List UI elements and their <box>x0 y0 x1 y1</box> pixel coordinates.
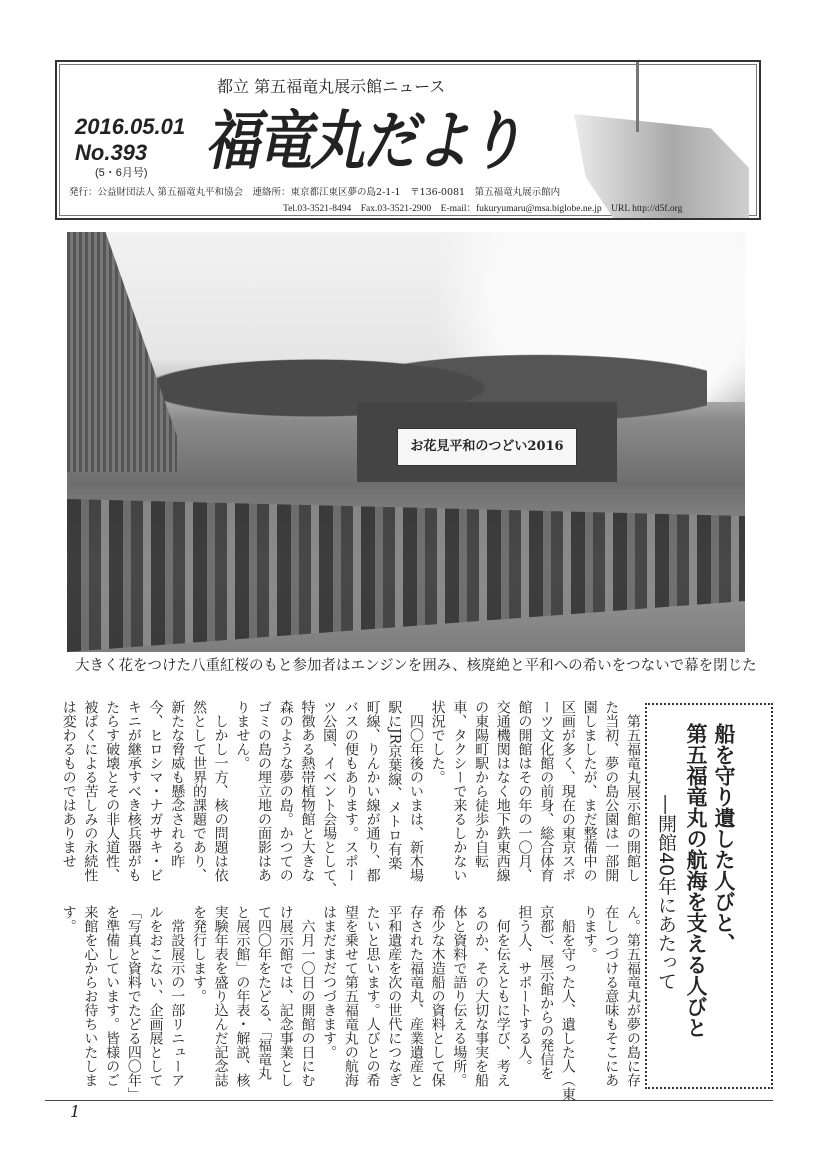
event-photo <box>67 232 745 652</box>
contact-info: Tel.03-3521-8494 Fax.03-3521-2900 E-mail：fukuryumaru@msa.biglobe.ne.jp URL http://d5f.org <box>283 204 683 214</box>
body-text-line: 町線、りんかい線が通り、都 <box>364 700 381 882</box>
body-text-line: 常設展示の一部リニューア <box>169 905 186 1087</box>
body-text-line: るのか、その大切な事実を船 <box>473 905 490 1087</box>
crowd <box>67 482 745 652</box>
page-number: 1 <box>70 1102 81 1121</box>
body-text-line: て四〇年をたどる、「福竜丸 <box>256 905 273 1080</box>
body-text-line: 被ばくによる苦しみの永続性 <box>82 700 99 882</box>
body-text-line: を準備しています。皆様のご <box>104 905 121 1087</box>
article-headline: 船を守り遺した人びと、 <box>712 723 736 954</box>
body-text-line: 希少な木造船の資料として保 <box>429 905 446 1087</box>
photo-caption: 大きく花をつけた八重紅桜のもと参加者はエンジンを囲み、核廃絶と平和への希いをつないで幕を閉じた <box>75 658 757 674</box>
body-text-line: 状況でした。 <box>429 700 446 784</box>
body-text-line: た当初、夢の島公園は一部開 <box>603 700 620 882</box>
body-text-line: たらす破壊とその非人道性、 <box>104 700 121 882</box>
newsletter-title: 福竜丸だより <box>205 104 522 179</box>
body-text-line: ーツ文化館の前身、総合体育 <box>538 700 555 882</box>
body-text-line: 存された福竜丸、産業遺産と <box>407 905 424 1087</box>
body-text-line: 園しましたが、まだ整備中の <box>581 700 598 882</box>
body-text-line: キニが継承すべき核兵器がも <box>125 700 142 882</box>
article-headline-2: 第五福竜丸の航海を支える人びと <box>684 723 708 1038</box>
body-text-line: バスの便もあります。スポー <box>342 700 359 882</box>
body-text-line: け展示館では、記念事業とし <box>277 905 294 1087</box>
body-text-line: 森のような夢の島。かつての <box>277 700 294 882</box>
body-text-line: 館の開館はその年の一〇月、 <box>516 700 533 882</box>
body-text-line: 新たな脅威も懸念される昨 <box>169 700 186 868</box>
body-text-line: 来館を心からお待ちいたしま <box>82 905 99 1087</box>
body-text-line: 今、ヒロシマ・ナガサキ・ビ <box>147 700 164 882</box>
body-text-line: 担う人、サポートする人。 <box>516 905 533 1073</box>
body-text-line: ツ公園、イベント会場として、 <box>321 700 338 896</box>
event-banner: お花見平和のつどい2016 <box>397 428 577 466</box>
body-text-line: す。 <box>60 905 77 933</box>
footer-rule <box>45 1100 773 1101</box>
masthead-subtitle: 都立 第五福竜丸展示館ニュース <box>217 77 446 96</box>
body-text-line: の東陽町駅から徒歩か自転 <box>473 700 490 868</box>
issue-date: 2016.05.01 <box>75 114 186 139</box>
article-body-upper <box>57 700 643 896</box>
ship-mast <box>636 60 639 132</box>
body-text-line: 第五福竜丸展示館の開館し <box>625 700 641 882</box>
body-text-line: 京都）、展示館からの発信を <box>538 905 555 1080</box>
body-text-line: は変わるものではありませ <box>60 700 77 868</box>
body-text-line: 「写真と資料でたどる四〇年」 <box>125 905 142 1101</box>
body-text-line: 然として世界的課題であり、 <box>190 700 207 882</box>
body-text-line: 車、タクシーで来るしかない <box>451 700 468 882</box>
body-text-line: 四〇年後のいまは、新木場 <box>407 700 424 882</box>
body-text-line: 区画が多く、現在の東京スポ <box>559 700 576 882</box>
body-text-line: 特徴ある熱帯植物館と大きな <box>299 700 316 882</box>
article-body-lower <box>57 905 643 1101</box>
body-text-line: りません。 <box>234 700 251 770</box>
body-text-line: 望を乗せて第五福竜丸の航海 <box>342 905 359 1087</box>
body-text-line: たいと思います。人びとの希 <box>364 905 381 1087</box>
body-text-line: 在しつづける意味もそこにあ <box>603 905 620 1087</box>
body-text-line: 駅にJR京葉線、メトロ有楽 <box>386 700 403 871</box>
body-text-line: ルをおこない、企画展として <box>147 905 164 1087</box>
body-text-line: 実験年表を盛り込んだ記念誌 <box>212 905 229 1087</box>
body-text-line: 平和遺産を次の世代につなぎ <box>386 905 403 1087</box>
body-text-line: しかし一方、核の問題は依 <box>212 700 229 882</box>
body-text-line: 体と資料で語り伝える場所。 <box>451 905 468 1087</box>
masthead <box>55 60 761 220</box>
article-title-box <box>645 703 773 1089</box>
body-text-line: はまだまだつづきます。 <box>321 905 338 1059</box>
body-text-line: ります。 <box>581 905 598 961</box>
body-text-line: 六月一〇日の開館の日にむ <box>299 905 316 1087</box>
body-text-line: ゴミの島の埋立地の面影はあ <box>256 700 273 882</box>
body-text-line: 何を伝えともに学び、考え <box>494 905 511 1087</box>
article-subheadline: ―開館40年にあたって <box>655 795 677 991</box>
body-text-line: 交通機関はなく地下鉄東西線 <box>494 700 511 882</box>
body-text-line: 船を守った人、遺した人（東 <box>559 905 576 1101</box>
issue-months: (5・6月号) <box>95 167 148 179</box>
body-text-line: を発行します。 <box>190 905 207 1003</box>
body-text-line: ん。第五福竜丸が夢の島に存 <box>625 905 641 1087</box>
publisher-info: 発行：公益財団法人 第五福竜丸平和協会 連絡所：東京都江東区夢の島2-1-1 〒136-0081 第五福竜丸展示館内 <box>69 187 561 198</box>
issue-number: No.393 <box>75 140 148 165</box>
body-text-line: と展示館」の年表・解説、核 <box>234 905 251 1087</box>
ship-image <box>559 60 749 220</box>
